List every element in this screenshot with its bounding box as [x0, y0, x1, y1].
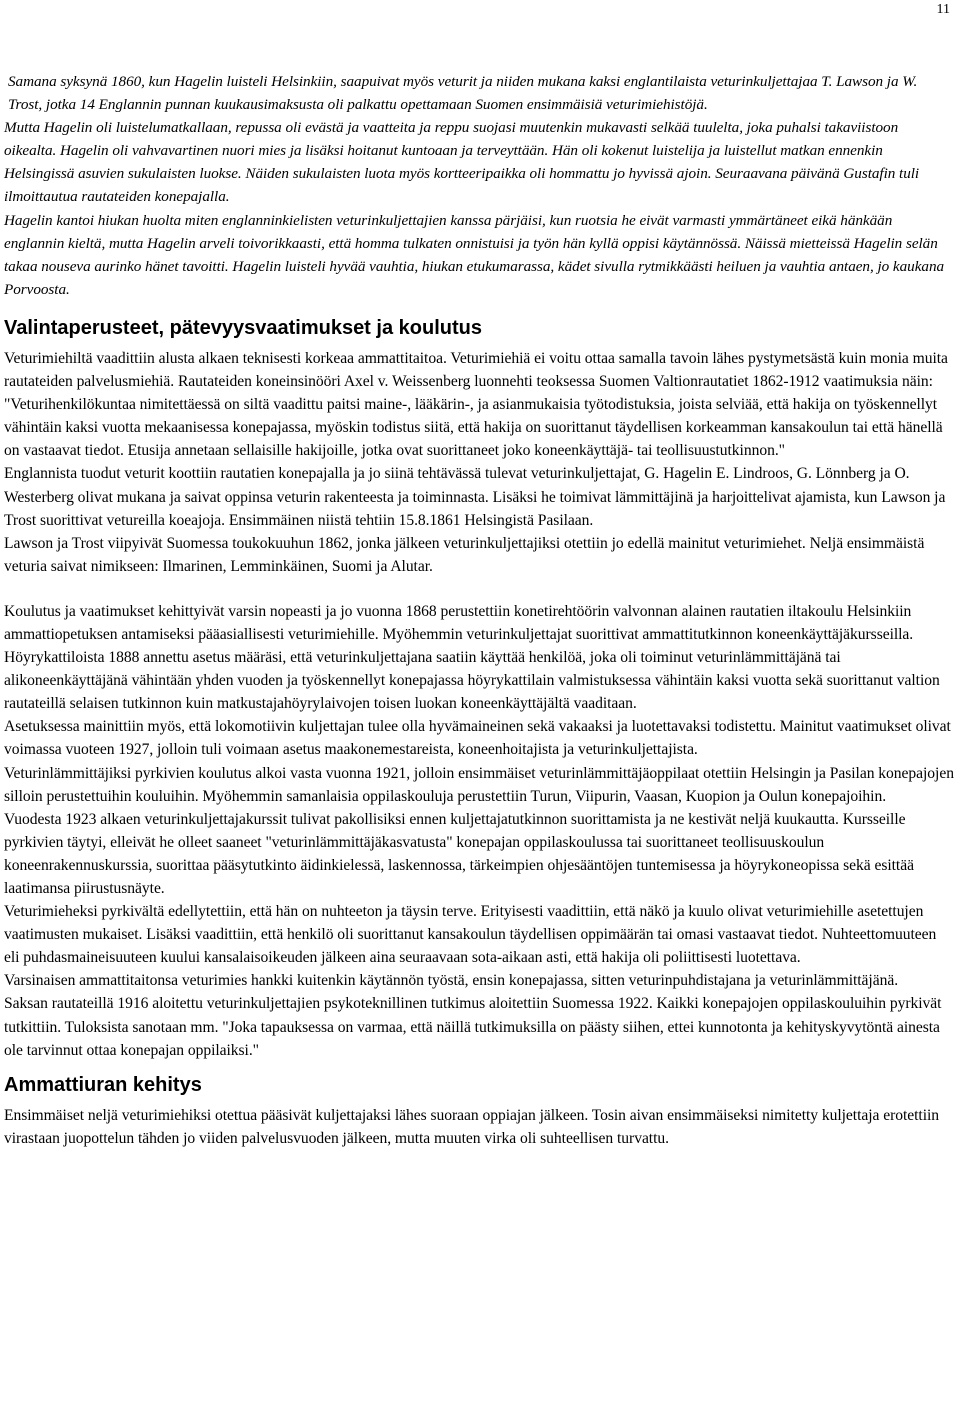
intro-paragraph-1: Samana syksynä 1860, kun Hagelin luisteli Helsinkiin, saapuivat myös veturit ja niiden mukana kaksi englantilaista veturinkuljettajaa T. Lawson ja W. Trost, jotka 14 Englannin punnan kuukausimaksusta oli palkattu opettamaan Suomen ensimmäisiä veturimiehistöjä.: [8, 73, 918, 114]
body-paragraph: Koulutus ja vaatimukset kehittyivät varsin nopeasti ja jo vuonna 1868 perustettiin konetirehtöörin valvonnan alainen rautatien iltakoulu Helsinkiin ammattiopetuksen antamiseksi pääasiallisesti veturimiehille. Myöhemmin veturinkuljettajat suorittivat ammattitutkinnon koneenkäyttäjäkursseilla. Höyrykattiloista 1888 annettu asetus määräsi, että veturinkuljettajana saatiin käyttää henkilöä, joka oli toiminut veturinlämmittäjänä tai alikoneenkäyttäjänä vähintään yhden vuoden ja työskennellyt konepajassa höyrykattilain valmistuksessa vähintäin kaksi vuotta sekä suorittanut valtion rautateillä selaisen tutkinnon kuin matkustajahöyrylaivojen toisen luokan koneenkäyttäjältä vaaditaan.: [4, 602, 940, 713]
section-heading-ammattiuran-kehitys: Ammattiuran kehitys: [4, 1073, 202, 1096]
intro-paragraph-2: Mutta Hagelin oli luistelumatkallaan, repussa oli evästä ja vaatteita ja reppu suojasi muutenkin mukavasti selkää tuulelta, joka puhalsi takaviistoon oikealta. Hagelin oli vahvavartinen nuori mies ja lisäksi hoitanut kuntoaan ja terveyttään. Hän oli kokenut luistelija ja luistellut matkan ennenkin Helsingissä asuvien sukulaisten luokse. Näiden sukulaisten luota myös kortteeripaikka oli hommattu jo hyvissä ajoin. Seuraavana päivänä Gustafin tuli ilmoittautua rautateiden konepajalla.: [4, 119, 920, 206]
page-number: 11: [936, 2, 950, 17]
intro-paragraph-3: Hagelin kantoi hiukan huolta miten englanninkielisten veturinkuljettajien kanssa pärjäisi, kun ruotsia he eivät varmasti ymmärtäneet eikä hänkään englannin kieltä, mutta Hagelin arveli toivorikkaasti, että homma tulkaten onnistuisi ja työn hän kyllä oppisi käytännössä. Näissä mietteissä Hagelin selän takaa nouseva aurinko hänet tavoitti. Hagelin luisteli hyvää vauhtia, hiukan etukumarassa, kädet sivulla rytmikkäästi heiluen ja vauhtia antaen, jo kaukana Porvoosta.: [4, 211, 945, 298]
body-paragraph: Saksan rautateillä 1916 aloitettu veturinkuljettajien psykoteknillinen tutkimus aloitettiin Suomessa 1922. Kaikki konepajojen oppilaskouluihin pyrkivät tutkittiin. Tuloksista sanotaan mm. "Joka tapauksessa on varmaa, että näillä tutkimuksilla on päästy siihen, ettei kunnotonta ja kehityskyvytöntä ainesta ole tarvinnut ottaa konepajan oppilaiksi.": [4, 995, 942, 1059]
paragraph-gap: [4, 578, 954, 600]
section-heading-valintaperusteet: Valintaperusteet, pätevyysvaatimukset ja koulutus: [4, 316, 482, 339]
body-paragraph: Englannista tuodut veturit koottiin rautatien konepajalla ja jo siinä tehtävässä tulevat veturinkuljettajat, G. Hagelin E. Lindroos, G. Lönnberg ja O. Westerberg olivat mukana ja saivat oppinsa veturin rakenteesta ja toiminnasta. Lisäksi he toimivat lämmittäjinä ja harjoittelivat ajamista, kun Lawson ja Trost suorittivat vetureilla koeajoja. Ensimmäinen niistä tehtiin 15.8.1861 Helsingistä Pasilaan.: [4, 465, 946, 529]
body-paragraph: Varsinaisen ammattitaitonsa veturimies hankki kuitenkin käytännön työstä, ensin konepajassa, sitten veturinpuhdistajana ja veturinlämmittäjänä.: [4, 972, 899, 990]
body-paragraph: Asetuksessa mainittiin myös, että lokomotiivin kuljettajan tulee olla hyvämaineinen sekä vakaaksi ja luotettavaksi todistettu. Mainitut vaatimukset olivat voimassa vuoteen 1927, jolloin tuli voimaan asetus maakonemestareista, koneenhoitajista ja veturinkuljettajista.: [4, 718, 951, 759]
body-paragraph: Ensimmäiset neljä veturimiehiksi otettua pääsivät kuljettajaksi lähes suoraan oppiajan jälkeen. Tosin aivan ensimmäiseksi nimitetty kuljettaja erotettiin virastaan juopottelun tähden jo viiden palvelusvuoden jälkeen, mutta muuten virka oli suhteellisen turvattu.: [4, 1106, 940, 1147]
body-paragraph: Vuodesta 1923 alkaen veturinkuljettajakurssit tulivat pakollisiksi ennen kuljettajatutkinnon suorittamista ja ne kestivät neljä kuukautta. Kursseille pyrkivien täytyi, elleivät he olleet saaneet "veturinlämmittäjäkasvatusta" konepajan oppilaskoulussa tai suorittaneet teollisuuskoulun koneenrakennuskurssia, suorittaa pääsytutkinto äidinkielessä, laskennossa, tärkeimpien ohjesääntöjen tuntemisessa ja höyrykoneopissa sekä esittää laatimansa piirustusnäyte.: [4, 810, 914, 897]
body-paragraph: Veturimiehiltä vaadittiin alusta alkaen teknisesti korkeaa ammattitaitoa. Veturimiehiä ei voitu ottaa samalla tavoin lähes pystymetsästä kuin monia muita rautateiden palvelusmiehiä. Rautateiden koneinsinööri Axel v. Weissenberg luonnehti teoksessa Suomen Valtionrautatiet 1862-1912 vaatimuksia näin: "Veturihenkilökuntaa nimitettäessä on siltä vaadittu paitsi maine-, lääkärin-, ja asianmukaisia työtodistuksia, joista selviää, että hakija on työskennellyt vähintäin kaksi vuotta mekaanisessa konepajassa, myöskin todistus siitä, että hakija on suorittanut täydellisen korkeamman kansakoulun tai että hänellä on vastaavat tiedot. Etusija annetaan sellaisille hakijoille, jotka ovat suorittaneet joko koneenkäyttäjä- tai teollisuustutkinnon.": [4, 349, 948, 460]
document-body: [4, 70, 954, 1150]
body-paragraph: Veturinlämmittäjiksi pyrkivien koulutus alkoi vasta vuonna 1921, jolloin ensimmäiset veturinlämmittäjäoppilaat otettiin Helsingin ja Pasilan konepajojen silloin perustettuihin kouluihin. Myöhemmin samanlaisia oppilaskouluja perustettiin Turun, Viipurin, Vaasan, Kuopion ja Oulun konepajoihin.: [4, 764, 954, 805]
body-paragraph: Veturimieheksi pyrkivältä edellytettiin, että hän on nuhteeton ja täysin terve. Erityisesti vaadittiin, että näkö ja kuulo olivat veturimiehille asetettujen vaatimusten mukaiset. Lisäksi vaadittiin, että henkilö oli suorittanut kansakoulun täydellisen oppimäärän tai omasi vastaavat tiedot. Nuhteettomuuteen eli puhdasmaineisuuteen kuului kansalaisoikeuden jälkeen aina seuraavaan sota-aikaan asti, että hakija oli poliittisesti luotettava.: [4, 903, 937, 967]
body-paragraph: Lawson ja Trost viipyivät Suomessa toukokuuhun 1862, jonka jälkeen veturinkuljettajiksi otettiin jo edellä mainitut veturimiehet. Neljä ensimmäistä veturia saivat nimikseen: Ilmarinen, Lemminkäinen, Suomi ja Alutar.: [4, 534, 925, 575]
